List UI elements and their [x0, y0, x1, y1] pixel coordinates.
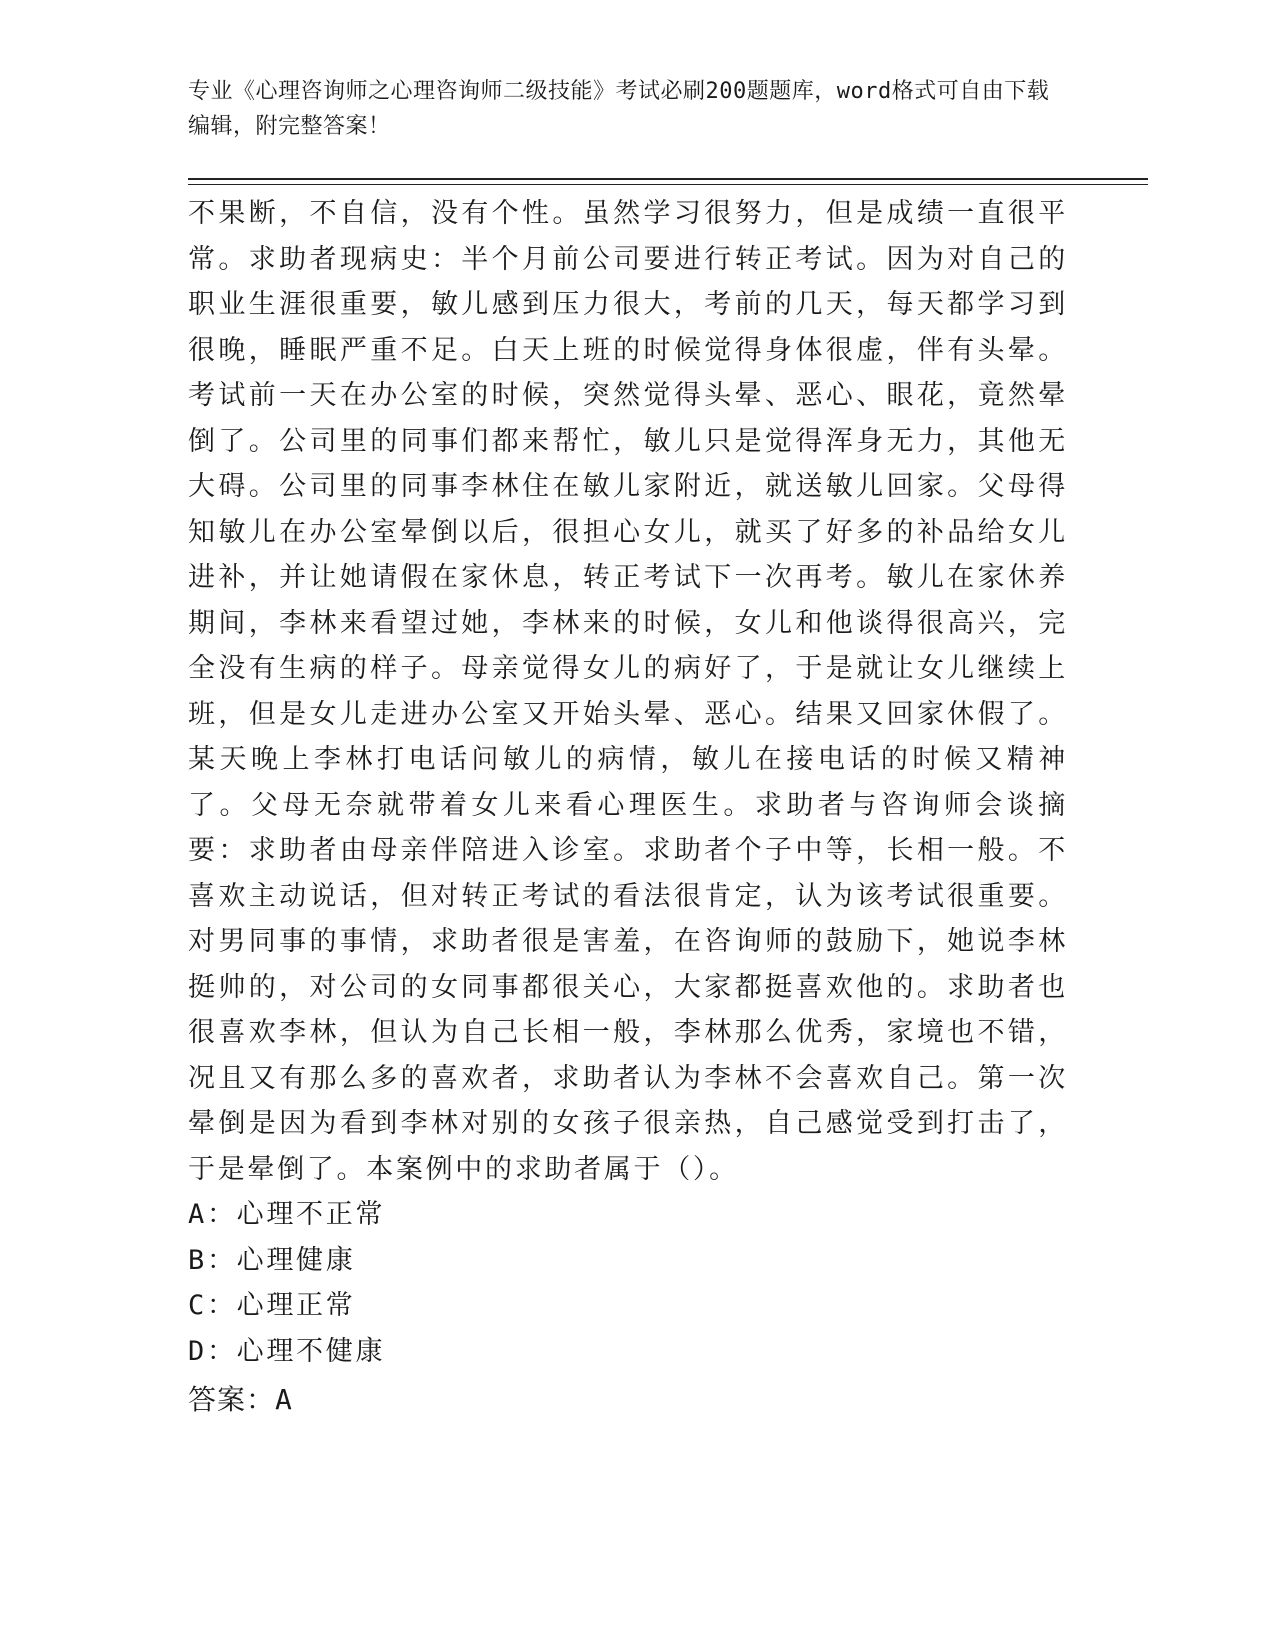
page-header [188, 74, 1068, 144]
option-a: A：心理不正常 [188, 1199, 386, 1230]
option-c: C：心理正常 [188, 1290, 356, 1321]
answer-text: 答案：A [188, 1383, 293, 1416]
options-list [188, 1192, 1068, 1374]
header-divider-thick [188, 178, 1148, 180]
header-title: 专业《心理咨询师之心理咨询师二级技能》考试必刷200题题库，word格式可自由下载编辑，附完整答案！ [188, 79, 1050, 139]
question-text: 不果断，不自信，没有个性。虽然学习很努力，但是成绩一直很平常。求助者现病史：半个月前公司要进行转正考试。因为对自己的职业生涯很重要，敏儿感到压力很大，考前的几天，每天都学习到很晚，睡眠严重不足。白天上班的时候觉得身体很虚，伴有头晕。考试前一天在办公室的时候，突然觉得头晕、恶心、眼花，竟然晕倒了。公司里的同事们都来帮忙，敏儿只是觉得浑身无力，其他无大碍。公司里的同事李林住在敏儿家附近，就送敏儿回家。父母得知敏儿在办公室晕倒以后，很担心女儿，就买了好多的补品给女儿进补，并让她请假在家休息，转正考试下一次再考。敏儿在家休养期间，李林来看望过她，李林来的时候，女儿和他谈得很高兴，完全没有生病的样子。母亲觉得女儿的病好了，于是就让女儿继续上班，但是女儿走进办公室又开始头晕、恶心。结果又回家休假了。某天晚上李林打电话问敏儿的病情，敏儿在接电话的时候又精神了。父母无奈就带着女儿来看心理医生。求助者与咨询师会谈摘要：求助者由母亲伴陪进入诊室。求助者个子中等，长相一般。不喜欢主动说话，但对转正考试的看法很肯定，认为该考试很重要。对男同事的事情，求助者很是害羞，在咨询师的鼓励下，她说李林挺帅的，对公司的女同事都很关心，大家都挺喜欢他的。求助者也很喜欢李林，但认为自己长相一般，李林那么优秀，家境也不错，况且又有那么多的喜欢者，求助者认为李林不会喜欢自己。第一次晕倒是因为看到李林对别的女孩子很亲热，自己感觉受到打击了，于是晕倒了。本案例中的求助者属于（）。 [188, 198, 1068, 1185]
question-block [188, 191, 1068, 1423]
option-b: B：心理健康 [188, 1244, 356, 1276]
option-d: D：心理不健康 [188, 1335, 386, 1367]
header-divider-thin [188, 184, 1148, 185]
